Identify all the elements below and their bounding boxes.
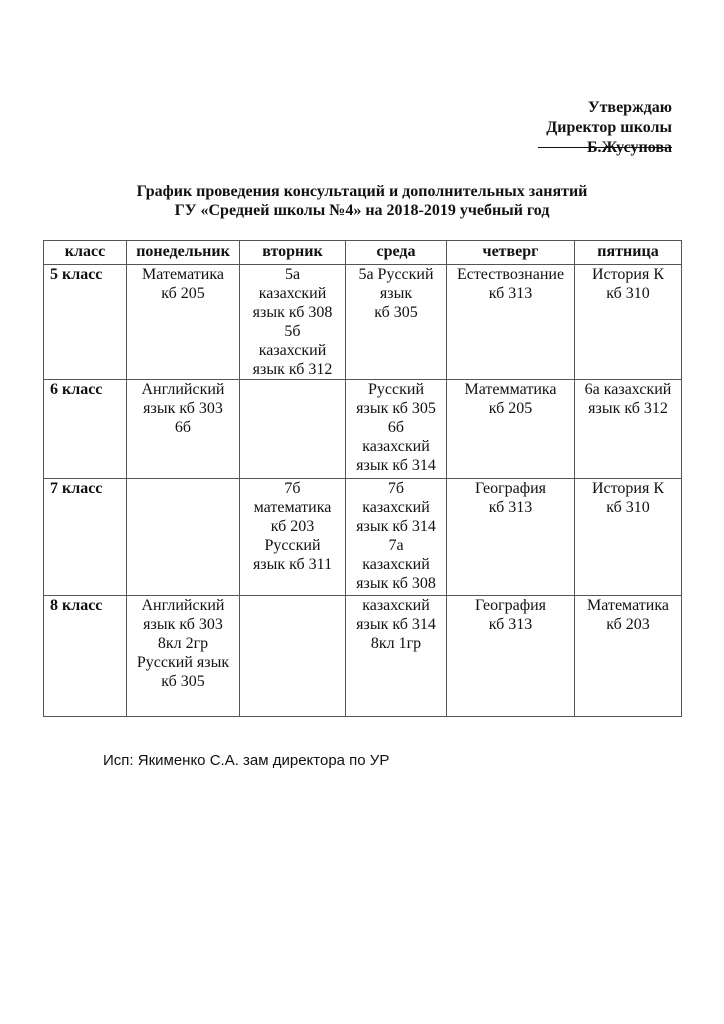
signature-line: [538, 147, 672, 148]
schedule-cell: [127, 596, 240, 717]
cell-line: Русский язык: [136, 654, 230, 671]
header-row: [44, 241, 682, 265]
cell-line: казахский: [362, 556, 430, 573]
table-row: [44, 479, 682, 596]
cell-line: 6б: [174, 419, 192, 436]
schedule-cell: [447, 380, 575, 479]
schedule-cell: [240, 380, 346, 479]
cell-line: кб 310: [606, 499, 650, 516]
cell-line: язык кб 303: [143, 616, 223, 633]
schedule-cell: [240, 596, 346, 717]
class-cell: 6 класс: [44, 380, 127, 479]
class-cell: 8 класс: [44, 596, 127, 717]
schedule-table: [43, 240, 682, 717]
cell-line: 5а: [284, 266, 301, 283]
cell-line: кб 313: [488, 499, 533, 516]
cell-line: 6б: [387, 419, 405, 436]
cell-line: 8кл 1гр: [370, 635, 422, 652]
table-row: [44, 265, 682, 380]
cell-line: 5б: [284, 323, 301, 340]
cell-line: кб 310: [606, 285, 650, 302]
schedule-cell: [346, 265, 447, 380]
cell-line: кб 313: [488, 285, 533, 302]
cell-line: кб 203: [270, 518, 315, 535]
cell-line: 5а Русский: [358, 266, 434, 283]
cell-line: язык кб 314: [356, 457, 436, 474]
document-title: [0, 182, 724, 220]
cell-line: язык кб 305: [356, 400, 436, 417]
schedule-cell: [127, 265, 240, 380]
schedule-cell: [575, 380, 682, 479]
schedule-cell: [346, 596, 447, 717]
class-cell: 7 класс: [44, 479, 127, 596]
cell-line: язык кб 303: [143, 400, 223, 417]
cell-line: Математика: [142, 266, 224, 283]
class-cell: 5 класс: [44, 265, 127, 380]
cell-line: кб 203: [606, 616, 650, 633]
column-header: класс: [44, 241, 127, 265]
cell-line: кб 305: [161, 673, 205, 690]
schedule-cell: [575, 479, 682, 596]
cell-line: математика: [253, 499, 332, 516]
approval-block: [546, 98, 672, 158]
schedule-cell: [346, 479, 447, 596]
cell-line: История К: [591, 480, 665, 497]
cell-line: кб 205: [488, 400, 533, 417]
schedule-cell: [447, 479, 575, 596]
schedule-cell: [240, 479, 346, 596]
column-header: вторник: [240, 241, 346, 265]
cell-line: кб 313: [488, 616, 533, 633]
cell-line: язык кб 314: [356, 518, 436, 535]
cell-line: 7а: [388, 537, 404, 554]
cell-line: Матемматика: [464, 381, 557, 398]
cell-line: 7б: [387, 480, 405, 497]
cell-line: казахский: [258, 342, 327, 359]
column-header: понедельник: [127, 241, 240, 265]
cell-line: Русский: [368, 381, 424, 398]
cell-line: Русский: [264, 537, 321, 554]
cell-line: язык кб 314: [356, 616, 436, 633]
cell-line: География: [474, 480, 547, 497]
cell-line: язык: [379, 285, 413, 302]
column-header: среда: [346, 241, 447, 265]
column-header: четверг: [447, 241, 575, 265]
schedule-cell: [240, 265, 346, 380]
schedule-cell: [447, 265, 575, 380]
cell-line: Естествознание: [456, 266, 565, 283]
cell-line: 8кл 2гр: [157, 635, 209, 652]
table-row: [44, 596, 682, 717]
cell-line: казахский: [258, 285, 327, 302]
schedule-cell: [447, 596, 575, 717]
cell-line: 6а казахский: [584, 381, 672, 398]
cell-line: казахский: [362, 499, 430, 516]
cell-line: язык кб 308: [356, 575, 436, 592]
cell-line: 7б: [284, 480, 301, 497]
cell-line: язык кб 311: [252, 556, 333, 573]
cell-line: казахский: [362, 597, 430, 614]
cell-line: кб 305: [374, 304, 418, 321]
schedule-cell: [127, 380, 240, 479]
approval-line: Б.Жусупова: [586, 139, 672, 156]
table-row: [44, 380, 682, 479]
cell-line: кб 205: [161, 285, 205, 302]
title-line: ГУ «Средней школы №4» на 2018-2019 учебный год: [174, 202, 550, 219]
footer-note: Исп: Якименко С.А. зам директора по УР: [103, 752, 390, 769]
cell-line: язык кб 312: [252, 361, 333, 378]
approval-line: Директор школы: [546, 119, 672, 136]
schedule-cell: [127, 479, 240, 596]
column-header: пятница: [575, 241, 682, 265]
schedule-cell: [346, 380, 447, 479]
cell-line: язык кб 312: [588, 400, 668, 417]
title-line: График проведения консультаций и дополнительных занятий: [136, 183, 588, 200]
cell-line: язык кб 308: [252, 304, 333, 321]
schedule-cell: [575, 596, 682, 717]
cell-line: География: [474, 597, 547, 614]
cell-line: казахский: [362, 438, 430, 455]
cell-line: История К: [591, 266, 665, 283]
cell-line: Английский: [141, 381, 225, 398]
schedule-cell: [575, 265, 682, 380]
cell-line: Математика: [587, 597, 669, 614]
cell-line: Английский: [141, 597, 225, 614]
approval-line: Утверждаю: [587, 99, 672, 116]
